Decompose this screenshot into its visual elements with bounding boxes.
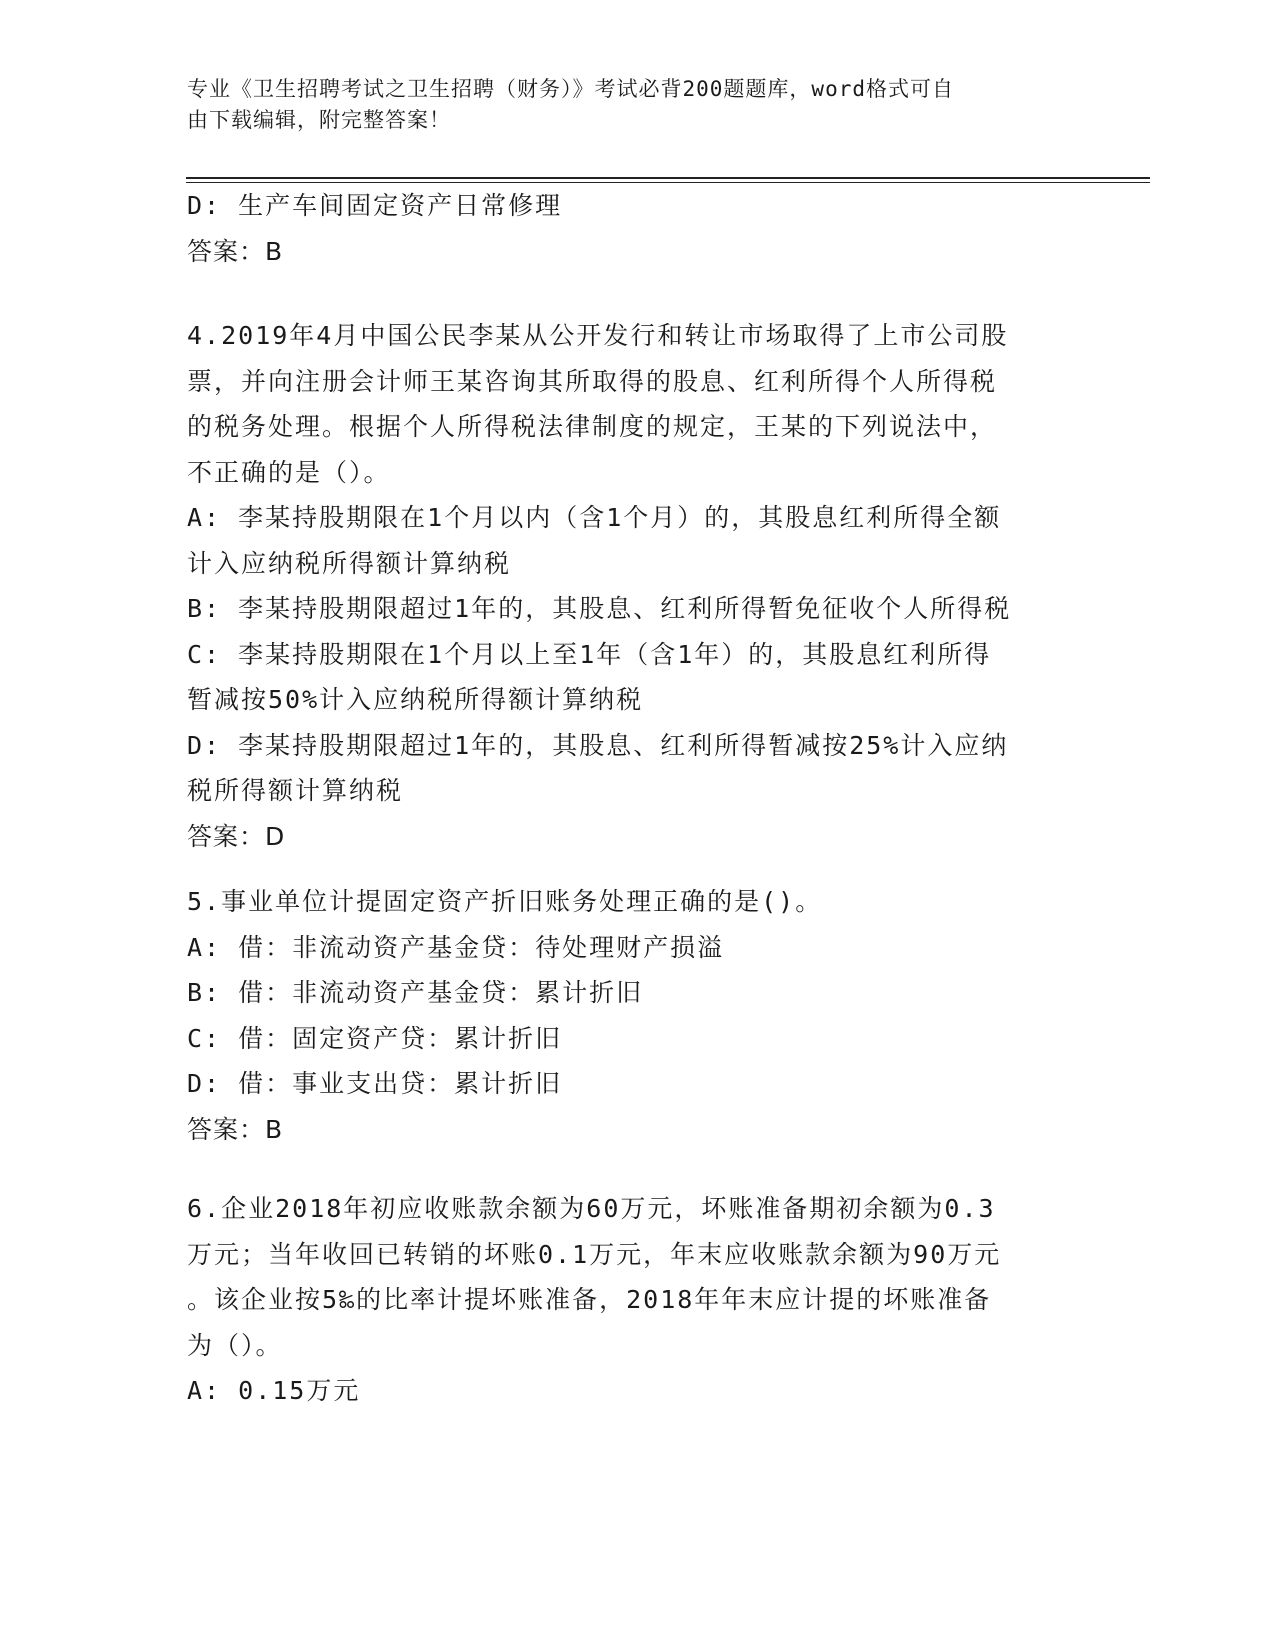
- q5-stem: 5.事业单位计提固定资产折旧账务处理正确的是()。: [187, 887, 823, 916]
- header-rule-thick: [186, 177, 1150, 179]
- header-line-1: 专业《卫生招聘考试之卫生招聘（财务）》考试必背200题题库，word格式可自: [187, 77, 954, 101]
- q6-stem-line-2: 万元；当年收回已转销的坏账0.1万元，年末应收账款余额为90万元: [187, 1239, 1002, 1269]
- q4-stem-line-2: 票，并向注册会计师王某咨询其所取得的股息、红利所得个人所得税: [187, 366, 998, 396]
- question-5: [187, 879, 1067, 1152]
- q3-option-d: D: 生产车间固定资产日常修理: [187, 191, 563, 220]
- q5-option-d: D: 借：事业支出贷：累计折旧: [187, 1069, 563, 1098]
- q6-stem-line-1: 6.企业2018年初应收账款余额为60万元，坏账准备期初余额为0.3: [187, 1194, 996, 1223]
- q6-stem-line-3: 。该企业按5‰的比率计提坏账准备，2018年年末应计提的坏账准备: [187, 1285, 992, 1314]
- q4-option-c-line-1: C: 李某持股期限在1个月以上至1年（含1年）的，其股息红利所得: [187, 639, 992, 669]
- q4-option-c-line-2: 暂减按50%计入应纳税所得额计算纳税: [187, 685, 644, 714]
- q5-option-b: B: 借：非流动资产基金贷：累计折旧: [187, 978, 644, 1007]
- header-line-2: 由下载编辑，附完整答案！: [187, 108, 451, 132]
- q4-option-b: B: 李某持股期限超过1年的，其股息、红利所得暂免征收个人所得税: [187, 594, 1012, 623]
- q4-option-d-line-1: D: 李某持股期限超过1年的，其股息、红利所得暂减按25%计入应纳: [187, 730, 1009, 760]
- q5-answer: 答案：B: [187, 1114, 284, 1144]
- question-3-tail: [187, 183, 1067, 274]
- q5-option-a: A: 借：非流动资产基金贷：待处理财产损溢: [187, 932, 725, 962]
- question-4: [187, 313, 1067, 859]
- q6-option-a: A: 0.15万元: [187, 1376, 361, 1405]
- q4-answer: 答案：D: [187, 821, 286, 851]
- q5-option-c: C: 借：固定资产贷：累计折旧: [187, 1023, 563, 1053]
- q6-stem-line-4: 为（）。: [187, 1330, 283, 1360]
- q4-stem-line-1: 4.2019年4月中国公民李某从公开发行和转让市场取得了上市公司股: [187, 321, 1009, 350]
- q4-option-d-line-2: 税所得额计算纳税: [187, 776, 404, 805]
- q4-option-a-line-2: 计入应纳税所得额计算纳税: [187, 548, 512, 578]
- q4-option-a-line-1: A: 李某持股期限在1个月以内（含1个月）的，其股息红利所得全额: [187, 503, 1002, 532]
- q4-stem-line-3: 的税务处理。根据个人所得税法律制度的规定，王某的下列说法中，: [187, 412, 998, 441]
- question-6: [187, 1186, 1067, 1414]
- q4-stem-line-4: 不正确的是（）。: [187, 457, 391, 487]
- q3-answer: 答案：B: [187, 236, 284, 266]
- document-header: [187, 74, 1067, 136]
